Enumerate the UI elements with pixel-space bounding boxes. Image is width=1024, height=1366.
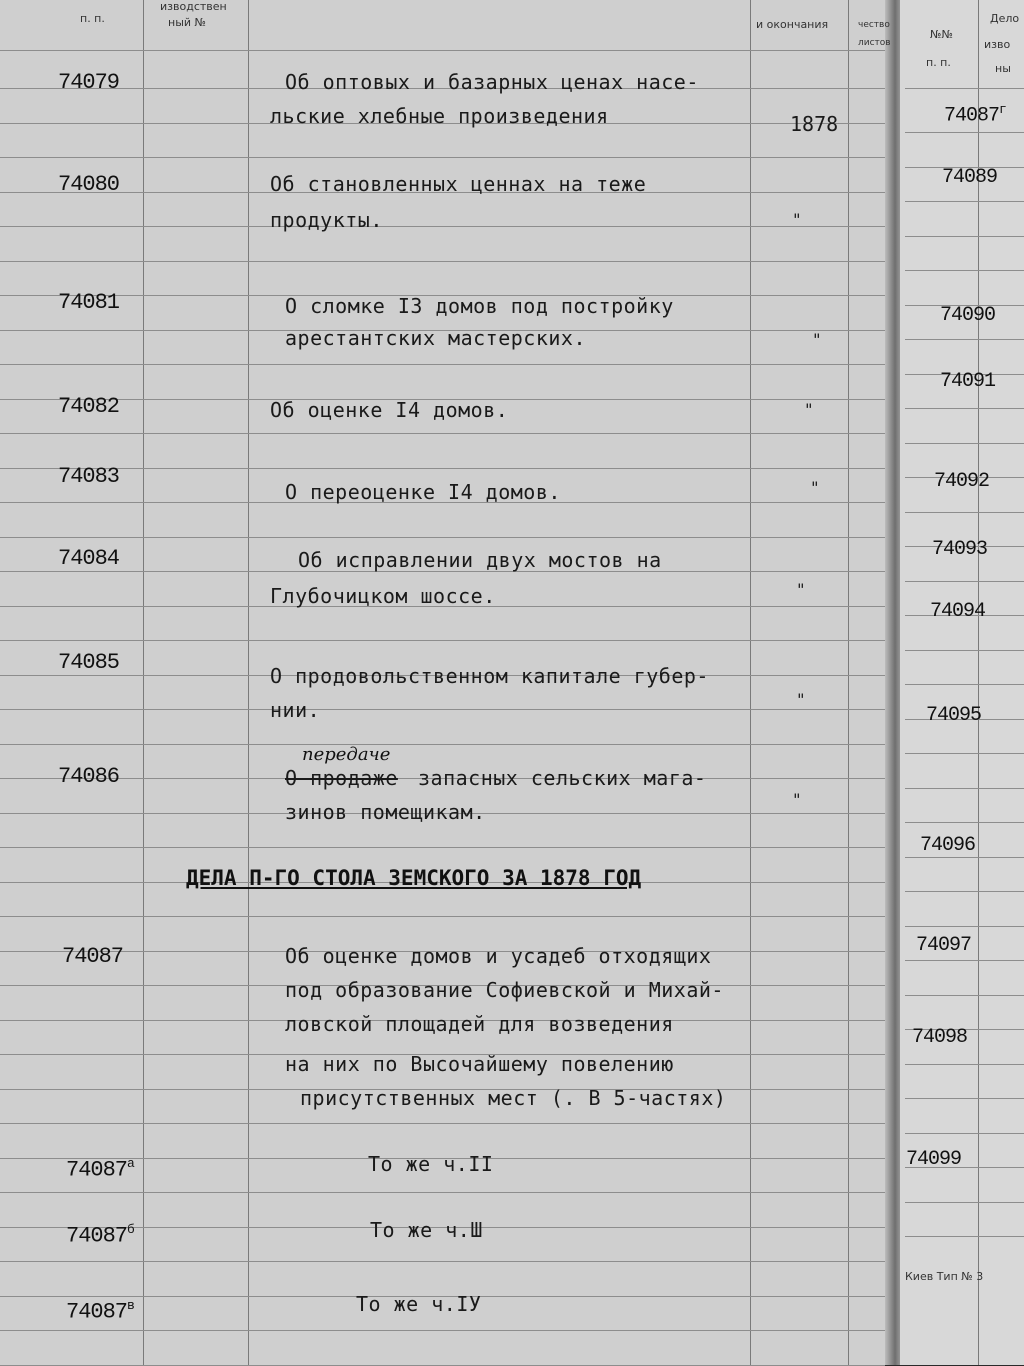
struck-text: О продаже [285,766,398,790]
record-number: $74087^б$ [66,1222,134,1249]
record-number: 74082 [58,394,120,419]
right-header-case-top: Дело [990,12,1020,25]
ruled-line [0,364,885,365]
ruled-line [0,916,885,917]
right-header-num-top: №№ [930,28,953,41]
record-text: О продовольственном капитале губер- [270,664,709,688]
header-rule [0,50,885,51]
right-record-number: 74096 [920,834,976,857]
ruled-line [905,1064,1024,1065]
ruled-line [0,537,885,538]
ruled-line [0,1192,885,1193]
ruled-line [905,132,1024,133]
ruled-line [905,339,1024,340]
record-text: То же ч.II [368,1152,494,1176]
right-header-case-bot: ны [995,62,1011,75]
column-divider [978,0,979,1365]
header-end: и окончания [756,18,829,31]
right-record-number: 74099 [906,1148,962,1171]
ruled-line [0,261,885,262]
ditto-mark: " [796,690,806,709]
right-record-number: 74090 [940,304,996,327]
ruled-line [905,650,1024,651]
ditto-mark: " [792,790,802,809]
ruled-line [0,847,885,848]
ruled-line [0,433,885,434]
record-text: продукты. [270,208,383,232]
record-text: То же ч.Ш [370,1218,483,1242]
ruled-line [0,1330,885,1331]
ruled-line [905,891,1024,892]
right-record-number: 74094 [930,600,986,623]
record-text: арестантских мастерских. [285,326,586,350]
ruled-line [905,270,1024,271]
header-sheets-top: чество [858,20,890,30]
ruled-line [905,788,1024,789]
ruled-line [0,157,885,158]
header-sheets: листов [858,38,891,48]
record-text: Об исправлении двух мостов на [298,548,662,572]
record-number: 74085 [58,650,120,675]
record-number: $74087^в$ [66,1298,134,1325]
record-text: льские хлебные произведения [270,104,609,128]
record-number: 74087 [62,944,124,969]
ruled-line [905,512,1024,513]
record-text: под образование Софиевской и Михай- [285,978,724,1002]
section-title: ДЕЛА П-ГО СТОЛА ЗЕМСКОГО ЗА 1878 ГОД [186,866,642,890]
record-number: $74087^а$ [66,1156,134,1183]
ruled-line [905,1098,1024,1099]
right-record-number: 74093 [932,538,988,561]
record-text: Об оценке I4 домов. [270,398,509,422]
ruled-line [0,709,885,710]
right-record-number: 74098 [912,1026,968,1049]
record-number: 74083 [58,464,120,489]
ruled-line [0,468,885,469]
right-record-number: 74097 [916,934,972,957]
ruled-line [905,960,1024,961]
record-number: 74086 [58,764,120,789]
record-text: Об оценке домов и усадеб отходящих [285,944,712,968]
header-prod-num: ный № [168,16,206,29]
column-divider [248,0,249,1365]
right-record-number: 74089 [942,166,998,189]
ruled-line [0,1261,885,1262]
right-header-num: п. п. [926,56,951,69]
ruled-line [905,684,1024,685]
record-text: зинов помещикам. [285,800,486,824]
record-year: 1878 [790,112,839,136]
record-number: 74080 [58,172,120,197]
ruled-line [905,753,1024,754]
ruled-line [905,1133,1024,1134]
ruled-line [0,744,885,745]
right-record-number: 74092 [934,470,990,493]
ruled-line [905,408,1024,409]
printer-imprint: Киев Тип № 3 [905,1270,984,1283]
right-record-number: $74087^г$ [944,102,1006,128]
record-text: О сломке I3 домов под постройку [285,294,674,318]
handwritten-correction: передаче [302,744,391,765]
column-divider [848,0,849,1365]
ruled-line [905,1236,1024,1237]
record-text: То же ч.IУ [356,1292,482,1316]
ruled-line [905,995,1024,996]
record-text: Об становленных ценнах на теже [270,172,647,196]
record-text: на них по Высочайшему повелению [285,1052,674,1076]
right-record-number: 74091 [940,370,996,393]
ruled-line [905,236,1024,237]
header-prod-top: изводствен [160,0,227,13]
header-num: п. п. [80,12,105,25]
ditto-mark: " [810,478,820,497]
ruled-line [905,1202,1024,1203]
record-number: 74081 [58,290,120,315]
record-text: запасных сельских мага- [418,766,707,790]
ruled-line [905,201,1024,202]
record-text: О переоценке I4 домов. [285,480,561,504]
right-header-case-mid: изво [984,38,1011,51]
column-divider [143,0,144,1365]
record-text: Глубочицком шоссе. [270,584,496,608]
record-number: 74084 [58,546,120,571]
ditto-mark: " [796,580,806,599]
record-text: ловской площадей для возведения [285,1012,674,1036]
right-record-number: 74095 [926,704,982,727]
ruled-line [0,1123,885,1124]
ruled-line [0,226,885,227]
column-divider [750,0,751,1365]
right-header-rule [905,88,1024,89]
ruled-line [905,926,1024,927]
ditto-mark: " [804,400,814,419]
ruled-line [905,581,1024,582]
record-text: нии. [270,698,321,722]
record-text: Об оптовых и базарных ценах насе- [285,70,699,94]
ruled-line [905,443,1024,444]
record-text: присутственных мест (. В 5-частях) [300,1086,727,1110]
record-number: 74079 [58,70,120,95]
ditto-mark: " [812,330,822,349]
ruled-line [905,822,1024,823]
ruled-line [0,640,885,641]
ditto-mark: " [792,210,802,229]
